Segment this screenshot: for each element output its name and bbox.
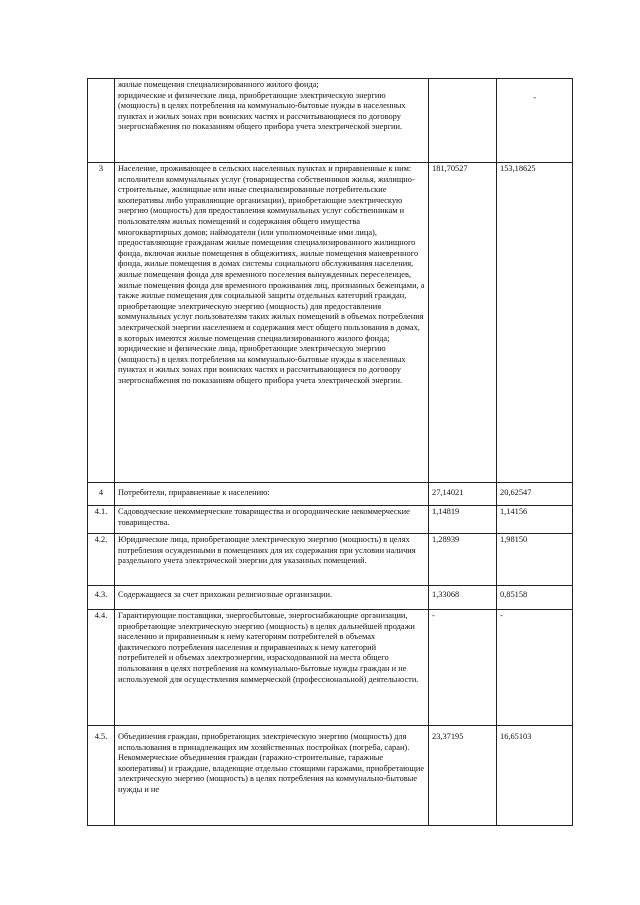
- row-number: [88, 79, 115, 163]
- row-description: Гарантирующие поставщики, энергосбытовые, энергоснабжающие организации, приобретающие электрическую энергию (мощность) в целях дальнейшей продажи населению и приравненным к нему категориям потребителей в объемах фактического потребления населения и приравненных к нему категорий потребителей и объемах электроэнергии, израсходованной на места общего пользования в целях потребления на коммунально-бытовые нужды граждан и не используемой для осуществления коммерческой (профессиональной) деятельности.: [115, 610, 429, 726]
- row-number: 4: [88, 483, 115, 506]
- value-col-1: 181,70527: [429, 163, 497, 483]
- row-number: 3: [88, 163, 115, 483]
- row-description: Население, проживающее в сельских населенных пунктах и приравненные к ним: исполнители коммунальных услуг (товарищества собственников жилья, жилищно-строительные, жилищные или иные специализированные потребительские кооперативы либо управляющие организации), приобретающие электрическую энергию (мощность) для предоставления коммунальных услуг собственникам и пользователям жилых помещений и содержания общего имущества многоквартирных домов; наймодатели (или уполномоченные ими лица), предоставляющие гражданам жилые помещения специализированного жилищного фонда, включая жилые помещения в общежитиях, жилые помещения маневренного фонда, жилые помещения в домах системы социального обслуживания населения, жилые помещения фонда для временного поселения вынужденных переселенцев, жилые помещения фонда для временного проживания лиц, признанных беженцами, а также жилые помещения для социальной защиты отдельных категорий граждан, приобретающие электрическую энергию (мощность) для предоставления коммунальных услуг пользователям таких жилых помещений в объемах потребления электрической энергии населением и содержания мест общего пользования в домах, в которых имеются жилые помещения специализированного жилого фонда; юридические и физические лица, приобретающие электрическую энергию (мощность) в целях потребления на коммунально-бытовые нужды в населенных пунктах и жилых зонах при воинских частях и рассчитывающиеся по договору энергоснабжения по показаниям общего прибора учета электрической энергии.: [115, 163, 429, 483]
- value-col-1: 1,14819: [429, 506, 497, 534]
- value-col-2: 16,65103: [497, 726, 573, 826]
- value-col-1: [429, 79, 497, 163]
- row-number: 4.3.: [88, 586, 115, 610]
- table-row: [88, 506, 573, 534]
- row-description: Содержащиеся за счет прихожан религиозные организации.: [115, 586, 429, 610]
- row-number: 4.1.: [88, 506, 115, 534]
- value-col-2: 20,62547: [497, 483, 573, 506]
- value-col-2: 153,18625: [497, 163, 573, 483]
- value-col-2: 0,85158: [497, 586, 573, 610]
- value-col-2: -: [497, 79, 573, 163]
- value-col-2: -: [497, 610, 573, 726]
- table-row: [88, 534, 573, 586]
- table-row: [88, 610, 573, 726]
- table-row: [88, 163, 573, 483]
- row-number: 4.4.: [88, 610, 115, 726]
- table-row: [88, 586, 573, 610]
- row-number: 4.2.: [88, 534, 115, 586]
- row-description: Юридические лица, приобретающие электрическую энергию (мощность) в целях потребления осужденными в помещениях для их содержания при условии наличия раздельного учета электрической энергии для указанных помещений.: [115, 534, 429, 586]
- value-col-1: 1,28939: [429, 534, 497, 586]
- value-col-1: 27,14021: [429, 483, 497, 506]
- table-row: [88, 79, 573, 163]
- value-col-1: -: [429, 610, 497, 726]
- row-description: Потребители, приравненные к населению:: [115, 483, 429, 506]
- value-col-1: 23,37195: [429, 726, 497, 826]
- row-description: Садоводческие некоммерческие товарищества и огороднические некоммерческие товарищества.: [115, 506, 429, 534]
- tariff-table: [87, 78, 573, 826]
- row-description: Объединения граждан, приобретающих электрическую энергию (мощность) для использования в принадлежащих им хозяйственных постройках (погреба, сараи). Некоммерческие объединения граждан (гаражно-строительные, гаражные кооперативы) и граждане, владеющие отдельно стоящими гаражами, приобретающие электрическую энергию (мощность) в целях потребления на коммунально-бытовые нужды и не: [115, 726, 429, 826]
- value-col-1: 1,33068: [429, 586, 497, 610]
- table-row: [88, 483, 573, 506]
- value-col-2: 1,14156: [497, 506, 573, 534]
- row-description: жилые помещения специализированного жилого фонда; юридические и физические лица, приобретающие электрическую энергию (мощность) в целях потребления на коммунально-бытовые нужды в населенных пунктах и жилых зонах при воинских частях и рассчитывающиеся по договору энергоснабжения по показаниям общего прибора учета электрической энергии.: [115, 79, 429, 163]
- row-number: 4.5.: [88, 726, 115, 826]
- table-row: [88, 726, 573, 826]
- value-col-2: 1,98150: [497, 534, 573, 586]
